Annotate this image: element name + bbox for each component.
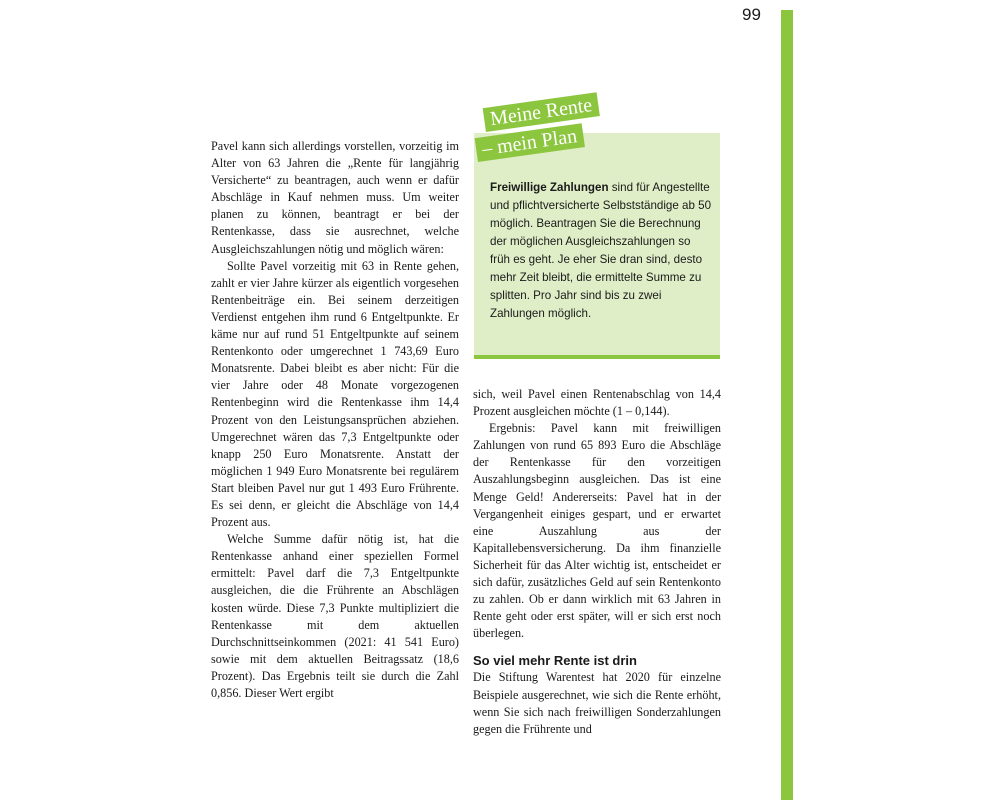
paragraph: Sollte Pavel vorzeitig mit 63 in Rente gehen, zahlt er vier Jahre kürzer als eigentlich vorgesehen Rentenbeiträge ein. Bei seinem derzeitigen Verdienst entgehen ihm rund 6 Entgeltpunkte. Er käme nur auf rund 51 Entgeltpunkte auf seinem Rentenkonto oder umgerechnet 1 743,69 Euro Monatsrente. Dabei bleibt es aber nicht: Für die vier Jahre oder 48 Monate vorgezogenen Rentenbeginn wird die Rentenkasse ihm 14,4 Prozent von den Leistungsansprüchen abziehen. Umgerechnet wären das 7,3 Entgeltpunkte oder knapp 250 Euro Monatsrente. Anstatt der möglichen 1 949 Euro Monatsrente bei regulärem Start bleiben Pavel nur gut 1 493 Euro Frührente. Es sei denn, er gleicht die Abschläge von 14,4 Prozent aus. — [211, 258, 459, 530]
tip-box-title-line-1: Meine Rente — [483, 92, 600, 132]
paragraph: sich, weil Pavel einen Rentenabschlag von 14,4 Prozent ausgleichen möchte (1 – 0,144). — [473, 387, 721, 419]
paragraph: Die Stiftung Warentest hat 2020 für einzelne Beispiele ausgerechnet, wie sich die Rente erhöht, wenn Sie sich nach freiwilligen Sonderzahlungen gegen die Frührente und — [473, 670, 721, 736]
tip-box — [474, 133, 720, 359]
page-number: 99 — [742, 5, 761, 24]
chapter-edge-bar — [781, 10, 793, 800]
tip-box-text — [490, 179, 712, 323]
tip-box-body: sind für Angestellte und pflichtversicherte Selbstständige ab 50 möglich. Beantragen Sie die Berechnung der möglichen Ausgleichszahlungen so früh es geht. Je eher Sie dran sind, desto mehr Zeit bleibt, die ermittelte Summe zu splitten. Pro Jahr sind bis zu zwei Zahlungen möglich. — [490, 181, 712, 320]
paragraph: Welche Summe dafür nötig ist, hat die Rentenkasse anhand einer speziellen Formel ermittelt: Pavel darf die 7,3 Entgeltpunkte ausgleichen, die die Frührente an Abschlägen kosten würde. Diese 7,3 Punkte multipliziert die Rentenkasse mit dem aktuellen Durchschnittseinkommen (2021: 41 541 Euro) sowie mit dem aktuellen Beitragssatz (18,6 Prozent). Das Ergebnis teilt sie durch die Zahl 0,856. Dieser Wert ergibt — [211, 532, 459, 700]
tip-box-lead: Freiwillige Zahlungen — [490, 181, 609, 194]
section-heading: So viel mehr Rente ist drin — [473, 653, 637, 669]
left-text-column — [211, 138, 459, 702]
paragraph: Pavel kann sich allerdings vorstellen, vorzeitig im Alter von 63 Jahren die „Rente für langjährig Versicherte“ zu beantragen, auch wenn er dafür Abschläge in Kauf nehmen muss. Um weiter planen zu können, beantragt er bei der Rentenkasse, dass sie ausrechnet, welche Ausgleichszahlungen nötig und möglich wären: — [211, 139, 459, 256]
right-text-column — [473, 386, 721, 738]
paragraph: Ergebnis: Pavel kann mit freiwilligen Zahlungen von rund 65 893 Euro die Abschläge der Rentenkasse für den vorzeitigen Auszahlungsbeginn ausgleichen. Das ist eine Menge Geld! Andererseits: Pavel hat in der Vergangenheit einiges gespart, und er erwartet eine Auszahlung aus der Kapitallebensversicherung. Da ihm finanzielle Sicherheit für das Alter wichtig ist, entscheidet er sich dafür, zusätzliches Geld auf sein Rentenkonto zu zahlen. Ob er dann wirklich mit 63 Jahren in Rente geht oder erst später, will er sich erst noch überlegen. — [473, 421, 721, 641]
tip-box-title-line-2: – mein Plan — [475, 123, 585, 162]
